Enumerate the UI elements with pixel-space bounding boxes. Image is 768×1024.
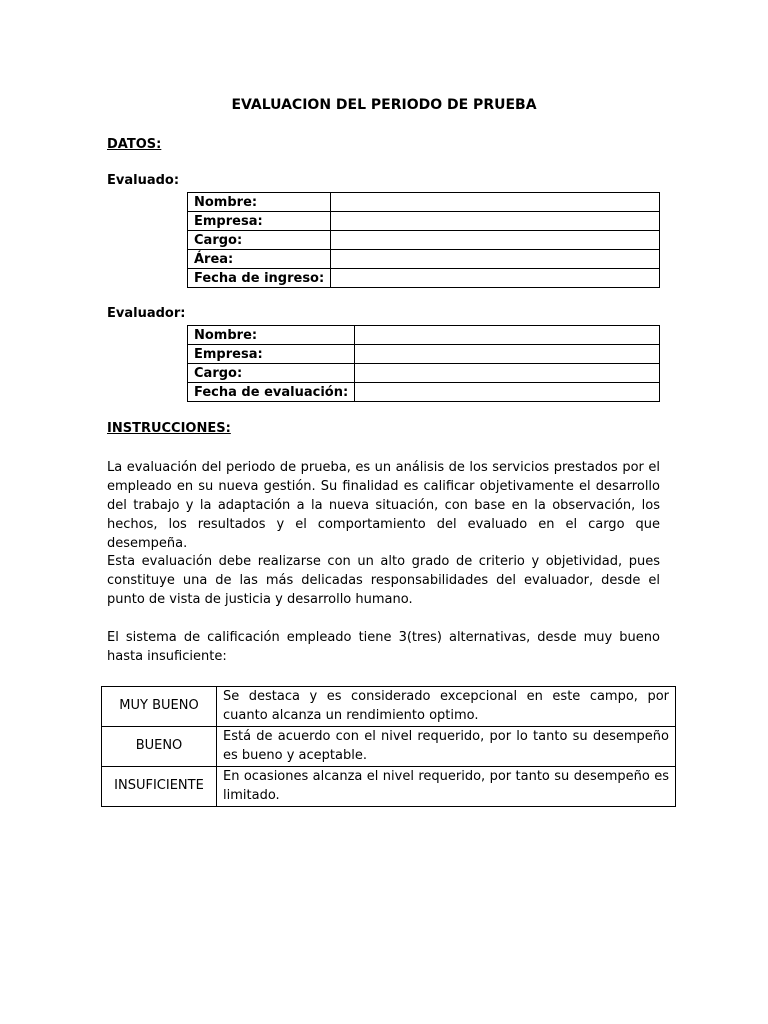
evaluado-fecha-ingreso-field[interactable] xyxy=(331,269,660,288)
rating-scale-table xyxy=(101,686,676,807)
evaluado-nombre-field[interactable] xyxy=(331,193,660,212)
table-row xyxy=(102,727,676,767)
evaluado-empresa-label: Empresa: xyxy=(188,212,331,231)
evaluado-table xyxy=(187,192,660,288)
table-row xyxy=(188,193,660,212)
instrucciones-heading: INSTRUCCIONES: xyxy=(107,421,231,436)
evaluador-cargo-field[interactable] xyxy=(355,364,660,383)
table-row xyxy=(102,687,676,727)
evaluado-area-field[interactable] xyxy=(331,250,660,269)
datos-heading: DATOS: xyxy=(107,137,162,152)
evaluador-label: Evaluador: xyxy=(107,306,186,321)
rating-level-insuficiente: INSUFICIENTE xyxy=(102,767,217,807)
rating-description-insuficiente: En ocasiones alcanza el nivel requerido, por tanto su desempeño es limitado. xyxy=(217,767,676,807)
rating-description-muy-bueno: Se destaca y es considerado excepcional en este campo, por cuanto alcanza un rendimiento optimo. xyxy=(217,687,676,727)
evaluado-fecha-ingreso-label: Fecha de ingreso: xyxy=(188,269,331,288)
table-row xyxy=(188,383,660,402)
rating-level-muy-bueno: MUY BUENO xyxy=(102,687,217,727)
evaluado-cargo-label: Cargo: xyxy=(188,231,331,250)
evaluado-label: Evaluado: xyxy=(107,173,180,188)
table-row xyxy=(188,231,660,250)
instructions-paragraph-2: Esta evaluación debe realizarse con un alto grado de criterio y objetividad, pues constituye una de las más delicadas responsabilidades del evaluador, desde el punto de vista de justicia y desarrollo humano. xyxy=(107,554,660,607)
evaluador-fecha-evaluacion-field[interactable] xyxy=(355,383,660,402)
table-row xyxy=(102,767,676,807)
evaluador-empresa-label: Empresa: xyxy=(188,345,355,364)
evaluado-empresa-field[interactable] xyxy=(331,212,660,231)
table-row xyxy=(188,250,660,269)
evaluado-nombre-label: Nombre: xyxy=(188,193,331,212)
table-row xyxy=(188,364,660,383)
table-row xyxy=(188,269,660,288)
instructions-paragraph-1: La evaluación del periodo de prueba, es un análisis de los servicios prestados por el empleado en su nueva gestión. Su finalidad es calificar objetivamente el desarrollo del trabajo y la adaptación a la nueva situación, con base en la observación, los hechos, los resultados y el comportamiento del evaluado en el cargo que desempeña. xyxy=(107,460,660,551)
evaluador-fecha-evaluacion-label: Fecha de evaluación: xyxy=(188,383,355,402)
evaluador-nombre-label: Nombre: xyxy=(188,326,355,345)
table-row xyxy=(188,212,660,231)
document-title: EVALUACION DEL PERIODO DE PRUEBA xyxy=(231,97,537,113)
evaluador-nombre-field[interactable] xyxy=(355,326,660,345)
evaluador-table xyxy=(187,325,660,402)
evaluador-empresa-field[interactable] xyxy=(355,345,660,364)
evaluado-cargo-field[interactable] xyxy=(331,231,660,250)
instructions-paragraph-3: El sistema de calificación empleado tiene 3(tres) alternativas, desde muy bueno hasta insuficiente: xyxy=(107,630,660,664)
table-row xyxy=(188,345,660,364)
evaluado-area-label: Área: xyxy=(188,250,331,269)
evaluador-cargo-label: Cargo: xyxy=(188,364,355,383)
rating-level-bueno: BUENO xyxy=(102,727,217,767)
rating-description-bueno: Está de acuerdo con el nivel requerido, por lo tanto su desempeño es bueno y aceptable. xyxy=(217,727,676,767)
table-row xyxy=(188,326,660,345)
